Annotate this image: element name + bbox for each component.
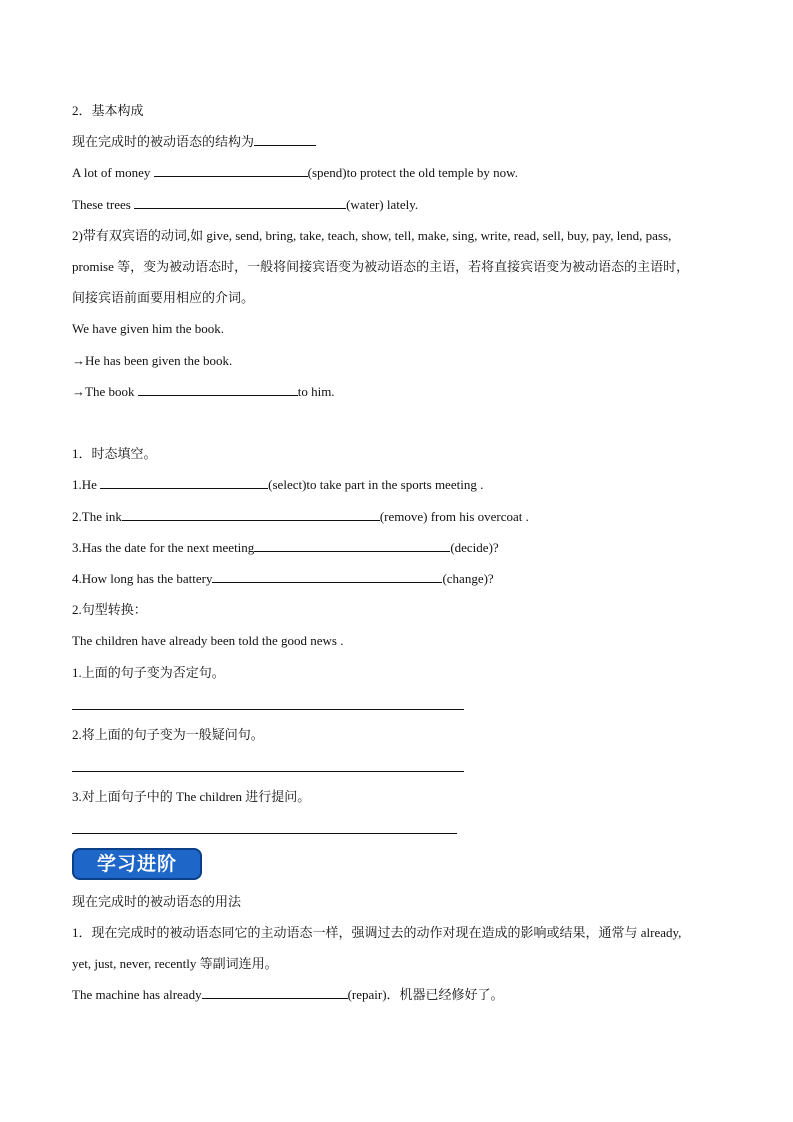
exercise-line [72, 164, 518, 182]
example-sentence: We have given him the book. [72, 321, 225, 336]
question-text: 3.对上面句子中的 The children 进行提问。 [72, 789, 311, 804]
exercise-text: (repair)．机器已经修好了。 [347, 987, 504, 1002]
paragraph-line: promise 等，变为被动语态时，一般将间接宾语变为被动语态的主语，若将直接宾语变为被动语态的主语时， [72, 259, 690, 274]
exercise-text: 1.He [72, 477, 101, 492]
section-heading: 2.句型转换： [72, 602, 147, 617]
exercise-line [72, 476, 483, 494]
exercise-text: These trees [72, 197, 135, 212]
answer-blank[interactable] [254, 133, 316, 146]
answer-blank[interactable] [202, 986, 348, 999]
answer-blank[interactable] [212, 570, 442, 583]
exercise-text: (water) lately. [346, 197, 419, 212]
exercise-text: (select)to take part in the sports meeting . [268, 477, 484, 492]
answer-line[interactable] [72, 709, 464, 710]
answer-blank[interactable] [138, 383, 298, 396]
question-text: 现在完成时的被动语态的结构为 [72, 134, 255, 149]
answer-blank[interactable] [134, 196, 346, 209]
exercise-text: (decide)? [450, 540, 499, 555]
answer-blank[interactable] [254, 539, 450, 552]
exercise-text: →The book [72, 384, 138, 399]
exercise-text: (change)? [442, 571, 494, 586]
exercise-line [72, 570, 494, 588]
exercise-text: 2.The ink [72, 509, 122, 524]
exercise-line [72, 383, 335, 401]
section-badge: 学习进阶 [72, 848, 202, 880]
question-text: 1.上面的句子变为否定句。 [72, 665, 225, 680]
example-sentence: →He has been given the book. [72, 353, 233, 368]
section-heading: 2．基本构成 [72, 103, 144, 118]
answer-line[interactable] [72, 771, 464, 772]
paragraph-line: yet, just, never, recently 等副词连用。 [72, 956, 278, 971]
exercise-line [72, 539, 499, 557]
exercise-line [72, 196, 418, 214]
exercise-line [72, 508, 529, 526]
section-heading: 现在完成时的被动语态的用法 [72, 894, 242, 909]
answer-blank[interactable] [122, 508, 380, 521]
exercise-text: to him. [297, 384, 335, 399]
section-heading: 1．时态填空。 [72, 446, 157, 461]
exercise-text: (remove) from his overcoat . [379, 509, 529, 524]
paragraph-line: 1．现在完成时的被动语态同它的主动语态一样，强调过去的动作对现在造成的影响或结果，通常与 already, [72, 925, 682, 940]
exercise-text: (spend)to protect the old temple by now. [307, 165, 518, 180]
question-text: 2.将上面的句子变为一般疑问句。 [72, 727, 264, 742]
answer-blank[interactable] [154, 164, 308, 177]
exercise-text: A lot of money [72, 165, 154, 180]
exercise-text: 4.How long has the battery [72, 571, 213, 586]
exercise-text: The machine has already [72, 987, 202, 1002]
structure-question [72, 133, 316, 151]
answer-line[interactable] [72, 833, 457, 834]
exercise-text: 3.Has the date for the next meeting [72, 540, 255, 555]
paragraph-line: 2)带有双宾语的动词,如 give, send, bring, take, teach, show, tell, make, sing, write, read, sell, buy, pay, lend, pass, [72, 228, 672, 243]
exercise-line [72, 986, 504, 1004]
example-sentence: The children have already been told the good news . [72, 633, 344, 648]
answer-blank[interactable] [100, 476, 268, 489]
paragraph-line: 间接宾语前面要用相应的介词。 [72, 290, 255, 305]
